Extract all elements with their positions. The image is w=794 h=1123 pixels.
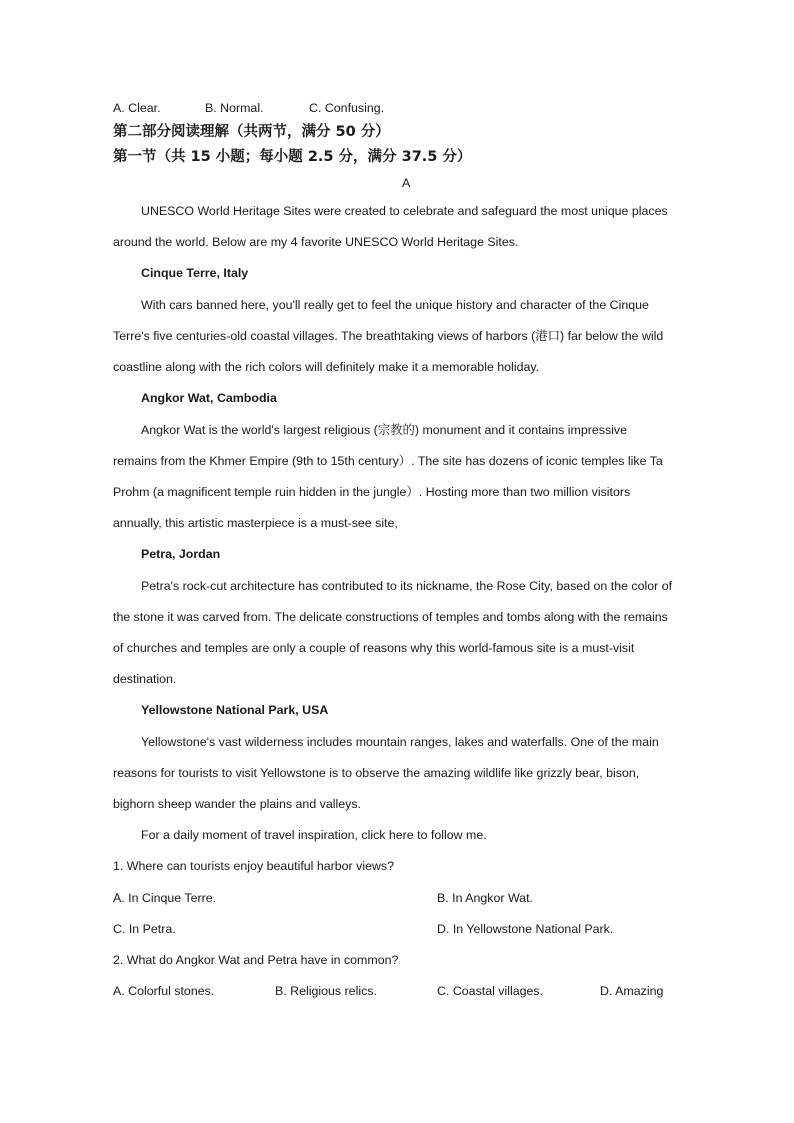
site-paragraph-line: Angkor Wat is the world's largest religious (宗教的) monument and it contains impressive	[141, 423, 628, 437]
site-paragraph-line: destination.	[113, 672, 177, 686]
site-title-angkor-wat: Angkor Wat, Cambodia	[141, 391, 277, 405]
site-title-petra: Petra, Jordan	[141, 547, 221, 561]
question-option: A. Colorful stones.	[113, 984, 215, 998]
site-title-yellowstone: Yellowstone National Park, USA	[141, 703, 329, 717]
part-title: 第二部分阅读理解（共两节，满分 50 分）	[113, 124, 390, 140]
site-paragraph-line: reasons for tourists to visit Yellowstone is to observe the amazing wildlife like grizzly bear, bison,	[113, 766, 640, 780]
prev-option-a: A. Clear.	[113, 101, 161, 115]
closing-line: For a daily moment of travel inspiration, click here to follow me.	[141, 828, 487, 842]
question-option: D. In Yellowstone National Park.	[437, 922, 614, 936]
site-paragraph-line: of churches and temples are only a couple of reasons why this world-famous site is a must-visit	[113, 641, 635, 655]
site-paragraph-line: With cars banned here, you'll really get to feel the unique history and character of the Cinque	[141, 298, 649, 312]
question-option: B. In Angkor Wat.	[437, 891, 533, 905]
site-paragraph-line: coastline along with the rich colors will definitely make it a memorable holiday.	[113, 360, 540, 374]
passage-letter: A	[402, 176, 411, 190]
site-paragraph-line: annually, this artistic masterpiece is a must-see site,	[113, 516, 398, 530]
site-paragraph-line: Prohm (a magnificent temple ruin hidden in the jungle）. Hosting more than two million visitors	[113, 485, 631, 499]
site-paragraph-line: Petra's rock-cut architecture has contributed to its nickname, the Rose City, based on the color of	[141, 579, 673, 593]
question-option: C. In Petra.	[113, 922, 176, 936]
prev-option-c: C. Confusing.	[309, 101, 385, 115]
site-paragraph-line: Terre's five centuries-old coastal villages. The breathtaking views of harbors (港口) far below the wild	[113, 329, 664, 343]
intro-line: UNESCO World Heritage Sites were created to celebrate and safeguard the most unique places	[141, 204, 668, 218]
question-option: D. Amazing	[600, 984, 664, 998]
prev-option-b: B. Normal.	[205, 101, 264, 115]
section-title: 第一节（共 15 小题；每小题 2.5 分，满分 37.5 分）	[113, 149, 472, 165]
question-stem: 2. What do Angkor Wat and Petra have in common?	[113, 953, 399, 967]
question-option: C. Coastal villages.	[437, 984, 544, 998]
site-paragraph-line: bighorn sheep wander the plains and valleys.	[113, 797, 361, 811]
question-stem: 1. Where can tourists enjoy beautiful harbor views?	[113, 859, 394, 873]
site-paragraph-line: the stone it was carved from. The delicate constructions of temples and tombs along with the remains	[113, 610, 668, 624]
site-paragraph-line: Yellowstone's vast wilderness includes mountain ranges, lakes and waterfalls. One of the main	[141, 735, 659, 749]
site-paragraph-line: remains from the Khmer Empire (9th to 15th century）. The site has dozens of iconic temples like Ta	[113, 454, 663, 468]
intro-line: around the world. Below are my 4 favorite UNESCO World Heritage Sites.	[113, 235, 519, 249]
question-option: A. In Cinque Terre.	[113, 891, 217, 905]
site-title-cinque-terre: Cinque Terre, Italy	[141, 266, 249, 280]
question-option: B. Religious relics.	[275, 984, 377, 998]
